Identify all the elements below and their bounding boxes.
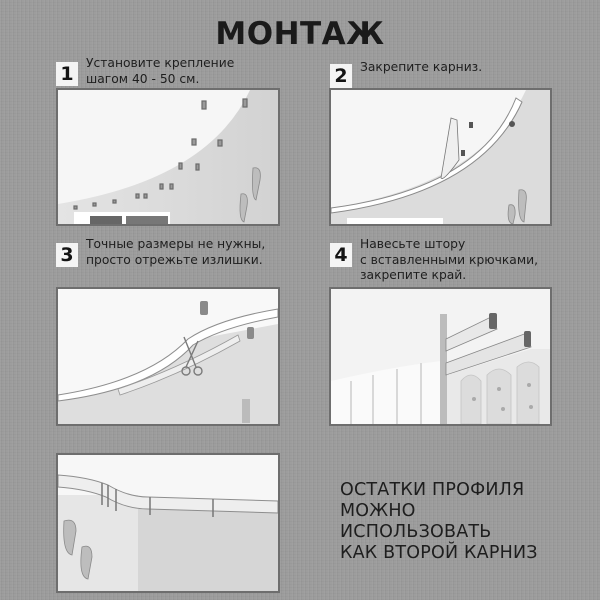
step-text-line: Точные размеры не нужны, bbox=[86, 237, 266, 251]
step-1-text bbox=[86, 56, 234, 87]
ceiling-brackets-illustration bbox=[58, 90, 278, 224]
step-3-image bbox=[56, 287, 280, 426]
step-text-line: закрепите край. bbox=[360, 268, 467, 282]
step-3-text bbox=[86, 237, 265, 268]
step-number-badge: 1 bbox=[56, 62, 78, 86]
side-note bbox=[340, 480, 538, 564]
step-4-header bbox=[330, 237, 538, 284]
side-note-line: МОЖНО bbox=[340, 501, 416, 521]
step-4-text bbox=[360, 237, 538, 284]
step-1-image bbox=[56, 88, 280, 226]
step-4-image bbox=[329, 287, 552, 426]
second-rail-illustration bbox=[58, 455, 278, 591]
step-text-line: шагом 40 - 50 см. bbox=[86, 71, 200, 86]
step-2-header bbox=[330, 58, 482, 88]
step-3-header bbox=[56, 237, 265, 268]
rail-cut-illustration bbox=[58, 289, 278, 424]
step-number-badge: 2 bbox=[330, 64, 352, 88]
curtain-rail-illustration bbox=[331, 90, 550, 224]
curtain-hung-illustration bbox=[331, 289, 550, 424]
step-text-line: просто отрежьте излишки. bbox=[86, 252, 263, 267]
page-title: МОНТАЖ bbox=[215, 16, 385, 52]
step-text-line: Навесьте штору bbox=[360, 237, 466, 251]
step-2-image bbox=[329, 88, 552, 226]
step-number-badge: 3 bbox=[56, 243, 78, 267]
side-note-line: ИСПОЛЬЗОВАТЬ bbox=[340, 522, 492, 542]
side-note-line: ОСТАТКИ ПРОФИЛЯ bbox=[340, 480, 525, 500]
side-note-line: КАК ВТОРОЙ КАРНИЗ bbox=[340, 543, 538, 563]
bottom-image bbox=[56, 453, 280, 593]
step-number-badge: 4 bbox=[330, 243, 352, 267]
step-text-line: с вставленными крючками, bbox=[360, 252, 539, 267]
step-text-line: Закрепите карниз. bbox=[360, 60, 483, 74]
step-text-line: Установите крепление bbox=[86, 56, 235, 70]
step-2-text bbox=[360, 60, 482, 76]
step-1-header bbox=[56, 56, 234, 87]
